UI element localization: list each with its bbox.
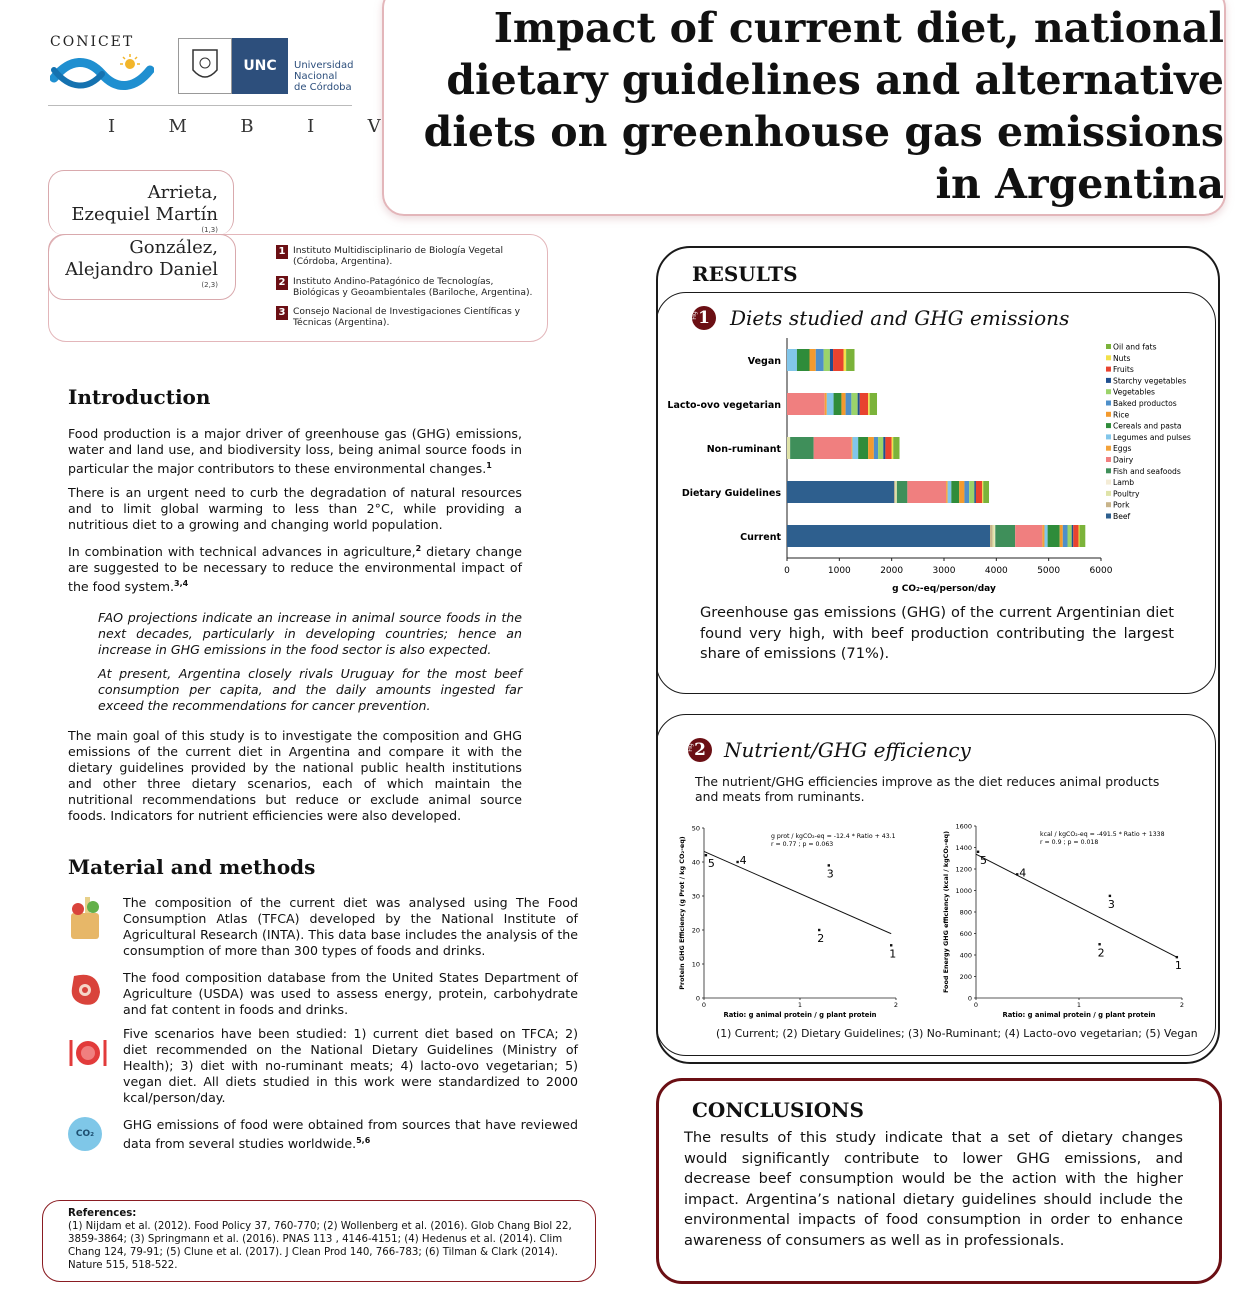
bar-segment-starchy-vegetables bbox=[830, 349, 833, 371]
bar-segment-cereals-and-pasta bbox=[834, 393, 842, 415]
legend-swatch bbox=[1106, 355, 1111, 360]
bar-segment-baked-productos bbox=[816, 349, 824, 371]
category-label: Current bbox=[740, 532, 781, 543]
introduction-section bbox=[68, 426, 522, 824]
figure-2-intro: The nutrient/GHG efficiencies improve as the diet reduces animal products and meats from ruminants. bbox=[695, 774, 1160, 804]
bar-segment-legumes-and-pulses bbox=[787, 349, 797, 371]
references-text: (1) Nijdam et al. (2012). Food Policy 37, 760-770; (2) Wollenberg et al. (2016). Glob Chang Biol 22, 3859-3864; (3) Springmann et al. (2016). PNAS 113 , 4146-4151; (4) Hedenus et al. (2014). Clim Chang 124, 79-91; (5) Clune et al. (2017). J Clean Prod 140, 766-783; (6) Tilman & Clark (2014). Nature 515, 518-522. bbox=[68, 1221, 572, 1271]
legend-label: Lamb bbox=[1113, 478, 1135, 488]
data-point-1 bbox=[890, 944, 892, 946]
regression-annotation: r = 0.9 ; p = 0.018 bbox=[1040, 839, 1099, 846]
method-item-scenarios: Five scenarios have been studied: 1) current diet based on TFCA; 2) diet recommended on the National Dietary Guidelines (Ministry of Health); 3) diet with no-ruminant meats; 4) lacto-ovo vegetarian; 5) vegan diet. All diets studied in this work were standardized to 2000 kcal/person/day. bbox=[68, 1026, 580, 1106]
method-item-usda: The food composition database from the United States Department of Agriculture (USDA) was used to assess energy, protein, carbohydrate and fat content in foods and drinks. bbox=[68, 970, 580, 1018]
conclusions-heading: CONCLUSIONS bbox=[692, 1098, 864, 1122]
x-tick-label: 0 bbox=[784, 566, 790, 576]
data-point-label: 2 bbox=[817, 932, 825, 945]
regression-annotation: kcal / kgCO₂-eq = -491.5 * Ratio + 1338 bbox=[1040, 831, 1165, 838]
introduction-heading: Introduction bbox=[68, 385, 211, 409]
bar-segment-oil-and-fats bbox=[846, 349, 854, 371]
bar-segment-dairy bbox=[814, 437, 852, 459]
bar-segment-fruits bbox=[976, 481, 982, 503]
legend-label: Fruits bbox=[1113, 365, 1134, 375]
bar-segment-fruits bbox=[885, 437, 891, 459]
y-axis-title: Food Energy GHG efficiency (kcal / kgCO₂-eq) bbox=[942, 830, 950, 994]
legend-swatch bbox=[1106, 491, 1111, 496]
figure-1-tag: Fig bbox=[690, 311, 698, 320]
unc-name: Universidad Nacional de Córdoba bbox=[294, 60, 354, 93]
legend-swatch bbox=[1106, 389, 1111, 394]
legend-swatch bbox=[1106, 378, 1111, 383]
data-point-label: 5 bbox=[707, 857, 715, 871]
bar-segment-nuts bbox=[844, 349, 847, 371]
bar-segment-legumes-and-pulses bbox=[948, 481, 952, 503]
figure-2-caption: (1) Current; (2) Dietary Guidelines; (3) No-Ruminant; (4) Lacto-ovo vegetarian; (5) Vegan bbox=[716, 1027, 1198, 1040]
legend-swatch bbox=[1106, 480, 1111, 485]
x-tick-label: 0 bbox=[701, 1001, 707, 1009]
x-tick-label: 1 bbox=[797, 1001, 803, 1009]
unc-crest-icon bbox=[178, 38, 232, 94]
bar-segment-eggs bbox=[1042, 525, 1044, 547]
legend-label: Dairy bbox=[1113, 455, 1134, 465]
intro-paragraph-4: The main goal of this study is to investigate the composition and GHG emissions of the current diet in Argentina and compare it with the dietary guidelines provided by the national public health institutions and other three dietary scenarios, each of which maintain the nutritional recommendations but reduce or exclude animal source foods. Indicators for nutrient efficiencies were also developed. bbox=[68, 727, 522, 823]
affiliation-1: 1 Instituto Multidisciplinario de Biología Vegetal (Córdoba, Argentina). bbox=[276, 245, 542, 267]
method-item-ghg: CO₂ GHG emissions of food were obtained from sources that have reviewed data from several studies worldwide.$^{5,6}$ bbox=[68, 1117, 580, 1157]
intro-paragraph-3: In combination with technical advances in agriculture,$^2$ dietary change are suggested to be necessary to reduce the environmental impact of the food system.$^{3,4}$ bbox=[68, 544, 522, 595]
y-tick-label: 10 bbox=[691, 960, 700, 969]
bar-segment-fruits bbox=[860, 393, 868, 415]
y-tick-label: 0 bbox=[967, 994, 972, 1003]
bar-segment-cereals-and-pasta bbox=[1048, 525, 1060, 547]
bar-segment-vegetables bbox=[878, 437, 883, 459]
y-tick-label: 1000 bbox=[955, 887, 972, 895]
ghg-stacked-bar-chart bbox=[660, 338, 1205, 600]
conicet-logo bbox=[50, 34, 156, 98]
legend-swatch bbox=[1106, 446, 1111, 451]
x-axis-title: Ratio: g animal protein / g plant protein bbox=[1002, 1011, 1156, 1019]
legend-swatch bbox=[1106, 468, 1111, 473]
co2-icon bbox=[68, 1117, 104, 1157]
legend-label: Pork bbox=[1113, 500, 1130, 510]
grocery-bag-icon bbox=[68, 895, 104, 935]
co2-cloud: CO₂ bbox=[68, 1117, 102, 1151]
category-label: Dietary Guidelines bbox=[681, 488, 781, 499]
poster-title: Impact of current diet, national dietary guidelines and alternative diets on greenhouse gas emissions in Argentina bbox=[423, 4, 1224, 208]
data-point-label: 5 bbox=[980, 853, 988, 867]
x-tick-label: 2 bbox=[893, 1001, 899, 1009]
x-tick-label: 1000 bbox=[827, 566, 851, 576]
bar-segment-poultry bbox=[993, 525, 995, 547]
x-tick-label: 1 bbox=[1076, 1001, 1082, 1009]
bar-segment-beef bbox=[787, 481, 894, 503]
x-axis-title: Ratio: g animal protein / g plant protein bbox=[723, 1011, 877, 1019]
legend-label: Baked productos bbox=[1113, 399, 1177, 408]
x-tick-label: 2 bbox=[1179, 1001, 1185, 1009]
bar-segment-dairy bbox=[787, 393, 825, 415]
data-point-label: 4 bbox=[739, 854, 747, 867]
bar-segment-oil-and-fats bbox=[1080, 525, 1086, 547]
data-point-5 bbox=[977, 851, 979, 853]
y-tick-label: 50 bbox=[691, 824, 700, 833]
y-tick-label: 800 bbox=[959, 908, 972, 917]
legend-swatch bbox=[1106, 502, 1111, 507]
meat-icon bbox=[68, 970, 104, 1010]
data-point-5 bbox=[705, 854, 707, 856]
data-point-label: 3 bbox=[826, 867, 834, 881]
bar-segment-lamb bbox=[995, 525, 996, 547]
bar-segment-baked-productos bbox=[874, 437, 878, 459]
legend-swatch bbox=[1106, 367, 1111, 372]
data-point-label: 1 bbox=[889, 947, 897, 961]
bar-segment-fish-and-seafoods bbox=[897, 481, 907, 503]
bar-segment-vegetables bbox=[1068, 525, 1072, 547]
protein-efficiency-scatter bbox=[676, 818, 914, 1022]
y-tick-label: 1400 bbox=[955, 844, 972, 852]
results-heading: RESULTS bbox=[692, 262, 798, 286]
bar-segment-nuts bbox=[892, 437, 894, 459]
bar-segment-eggs bbox=[851, 437, 852, 459]
logo-divider bbox=[48, 105, 352, 106]
x-tick-label: 0 bbox=[973, 1001, 979, 1009]
legend-swatch bbox=[1106, 423, 1111, 428]
legend-swatch bbox=[1106, 514, 1111, 519]
legend-label: Rice bbox=[1113, 410, 1130, 420]
bar-segment-rice bbox=[810, 349, 816, 371]
bar-segment-starchy-vegetables bbox=[974, 481, 976, 503]
x-tick-label: 3000 bbox=[932, 566, 956, 576]
legend-label: Legumes and pulses bbox=[1113, 432, 1191, 442]
data-point-1 bbox=[1176, 956, 1178, 958]
data-point-label: 4 bbox=[1019, 866, 1027, 880]
legend-swatch bbox=[1106, 412, 1111, 417]
intro-paragraph-1: Food production is a major driver of greenhouse gas (GHG) emissions, water and land use, and biodiversity loss, being animal source foods in particular the major contributors to these environmental changes.$^1$ bbox=[68, 426, 522, 477]
bar-segment-vegetables bbox=[824, 349, 830, 371]
bar-segment-nuts bbox=[1078, 525, 1079, 547]
unc-logo bbox=[178, 38, 358, 96]
data-point-label: 3 bbox=[1107, 897, 1115, 911]
data-point-label: 2 bbox=[1097, 946, 1105, 960]
author-2: González, Alejandro Daniel (2,3) bbox=[65, 237, 218, 289]
legend-label: Fish and seafoods bbox=[1113, 466, 1181, 476]
figure-1-title: Diets studied and GHG emissions bbox=[730, 306, 1070, 330]
conicet-wordmark: CONICET bbox=[50, 34, 135, 50]
data-point-label: 1 bbox=[1174, 959, 1182, 973]
plate-cutlery-icon bbox=[68, 1026, 104, 1076]
bar-segment-baked-productos bbox=[846, 393, 852, 415]
category-label: Lacto-ovo vegetarian bbox=[667, 400, 781, 411]
figure-1-badge: 1 bbox=[692, 306, 716, 330]
legend-label: Oil and fats bbox=[1113, 342, 1157, 352]
bar-segment-oil-and-fats bbox=[870, 393, 877, 415]
bar-segment-cereals-and-pasta bbox=[951, 481, 959, 503]
bar-segment-dairy bbox=[907, 481, 946, 503]
data-point-2 bbox=[1098, 943, 1100, 945]
bar-segment-fish-and-seafoods bbox=[995, 525, 1015, 547]
regression-annotation: r = 0.77 ; p = 0.063 bbox=[771, 841, 834, 848]
y-axis-title: Protein GHG Efficiency (g Prot / kg CO₂-eq) bbox=[678, 836, 686, 990]
bar-segment-cereals-and-pasta bbox=[797, 349, 810, 371]
legend-label: Vegetables bbox=[1113, 387, 1155, 397]
bar-segment-vegetables bbox=[969, 481, 974, 503]
bar-segment-baked-productos bbox=[964, 481, 969, 503]
bar-segment-starchy-vegetables bbox=[858, 393, 860, 415]
bar-segment-oil-and-fats bbox=[983, 481, 989, 503]
bar-segment-legumes-and-pulses bbox=[827, 393, 834, 415]
bar-segment-vegetables bbox=[851, 393, 857, 415]
y-tick-label: 600 bbox=[959, 930, 972, 938]
figure-2-header bbox=[688, 738, 971, 762]
legend-label: Nuts bbox=[1113, 353, 1131, 363]
figure-2-tag: Fig bbox=[686, 743, 694, 752]
legend-swatch bbox=[1106, 457, 1111, 462]
category-label: Non-ruminant bbox=[706, 444, 781, 455]
category-label: Vegan bbox=[747, 356, 781, 367]
intro-quote-1: FAO projections indicate an increase in animal source foods in the next decades, particularly in developing countries; hence an increase in GHG emissions in the food sector is also expected. bbox=[98, 609, 522, 657]
legend-label: Cereals and pasta bbox=[1113, 421, 1182, 431]
bar-segment-pork bbox=[894, 481, 895, 503]
figure-1-header bbox=[692, 306, 1069, 330]
y-tick-label: 20 bbox=[691, 926, 700, 935]
conclusions-text: The results of this study indicate that a set of dietary changes would significantly contribute to lower GHG emissions, and decrease beef consumption would be the action with the higher impact. Argentina’s national dietary guidelines should include the environmental impacts of food consumption in order to enhance awareness of consumers as well as in professionals. bbox=[684, 1129, 1183, 1249]
figure-2-title: Nutrient/GHG efficiency bbox=[724, 738, 971, 762]
bar-segment-legumes-and-pulses bbox=[852, 437, 858, 459]
bar-segment-rice bbox=[841, 393, 845, 415]
legend-label: Eggs bbox=[1113, 444, 1132, 454]
bar-segment-cereals-and-pasta bbox=[858, 437, 868, 459]
intro-quote-2: At present, Argentina closely rivals Uruguay for the most beef consumption per capita, and the daily amounts ingested far exceed the recommendations for cancer prevention. bbox=[98, 665, 522, 713]
legend-label: Beef bbox=[1113, 512, 1131, 521]
bar-segment-eggs bbox=[946, 481, 948, 503]
bar-segment-fish-and-seafoods bbox=[790, 437, 814, 459]
intro-paragraph-2: There is an urgent need to curb the degradation of natural resources and to limit global warming to less than 2°C, while providing a nutritious diet to a growing and changing world population. bbox=[68, 485, 522, 533]
x-axis-title: g CO₂-eq/person/day bbox=[892, 584, 996, 594]
bar-segment-rice bbox=[959, 481, 964, 503]
bar-segment-eggs bbox=[825, 393, 827, 415]
legend-swatch bbox=[1106, 434, 1111, 439]
unc-badge: UNC bbox=[232, 38, 288, 94]
x-tick-label: 5000 bbox=[1037, 566, 1061, 576]
x-tick-label: 6000 bbox=[1089, 566, 1113, 576]
y-tick-label: 400 bbox=[959, 951, 972, 960]
y-tick-label: 1200 bbox=[955, 865, 972, 874]
data-point-2 bbox=[818, 929, 820, 931]
bar-segment-poultry bbox=[895, 481, 897, 503]
references-heading: References: bbox=[68, 1208, 137, 1219]
bar-segment-rice bbox=[1060, 525, 1063, 547]
data-point-4 bbox=[1016, 873, 1018, 875]
bar-segment-starchy-vegetables bbox=[1072, 525, 1074, 547]
bar-segment-starchy-vegetables bbox=[883, 437, 885, 459]
affiliation-2: 2 Instituto Andino-Patagónico de Tecnologías, Biológicas y Geoambientales (Bariloche, Argentina). bbox=[276, 276, 542, 298]
bar-segment-pork bbox=[990, 525, 993, 547]
data-point-4 bbox=[736, 861, 738, 863]
regression-line bbox=[704, 851, 891, 933]
bar-segment-oil-and-fats bbox=[893, 437, 899, 459]
method-item-tfca: The composition of the current diet was analysed using The Food Consumption Atlas (TFCA) developed by the National Institute of Agricultural Research (INTA). This data base includes the analysis of the consumption of more than 300 types of foods and drinks. bbox=[68, 895, 580, 959]
data-point-3 bbox=[1109, 895, 1111, 897]
legend-swatch bbox=[1106, 344, 1111, 349]
bar-segment-rice bbox=[868, 437, 874, 459]
references-section bbox=[68, 1207, 580, 1272]
y-tick-label: 30 bbox=[691, 892, 700, 901]
regression-annotation: g prot / kgCO₂-eq = -12.4 * Ratio + 43.1 bbox=[771, 833, 896, 840]
figure-2-badge: 2 bbox=[688, 738, 712, 762]
bar-segment-fruits bbox=[833, 349, 843, 371]
figure-1-caption: Greenhouse gas emissions (GHG) of the current Argentinian diet found very high, with beef production contributing the largest share of emissions (71%). bbox=[700, 604, 1174, 662]
energy-efficiency-scatter bbox=[940, 818, 1196, 1022]
imbiv-logo: I M B I V bbox=[108, 116, 395, 137]
legend-swatch bbox=[1106, 401, 1111, 406]
y-tick-label: 1600 bbox=[955, 822, 972, 831]
methods-heading: Material and methods bbox=[68, 855, 316, 879]
bar-segment-nuts bbox=[868, 393, 870, 415]
legend-label: Starchy vegetables bbox=[1113, 376, 1187, 386]
conicet-wave-icon bbox=[50, 52, 154, 96]
data-point-3 bbox=[828, 864, 830, 866]
regression-line bbox=[976, 854, 1177, 960]
y-tick-label: 40 bbox=[691, 858, 700, 867]
affiliation-3: 3 Consejo Nacional de Investigaciones Científicas y Técnicas (Argentina). bbox=[276, 306, 542, 328]
bar-segment-baked-productos bbox=[1063, 525, 1068, 547]
legend-label: Poultry bbox=[1113, 489, 1140, 499]
x-tick-label: 2000 bbox=[880, 566, 904, 576]
bar-segment-poultry bbox=[787, 437, 790, 459]
bar-segment-dairy bbox=[1015, 525, 1042, 547]
bar-segment-fruits bbox=[1073, 525, 1078, 547]
y-tick-label: 200 bbox=[959, 973, 972, 981]
x-tick-label: 4000 bbox=[984, 566, 1008, 576]
bar-segment-beef bbox=[787, 525, 990, 547]
y-tick-label: 0 bbox=[695, 994, 700, 1003]
author-1: Arrieta, Ezequiel Martín (1,3) bbox=[71, 182, 218, 234]
bar-segment-nuts bbox=[982, 481, 983, 503]
bar-segment-legumes-and-pulses bbox=[1044, 525, 1047, 547]
